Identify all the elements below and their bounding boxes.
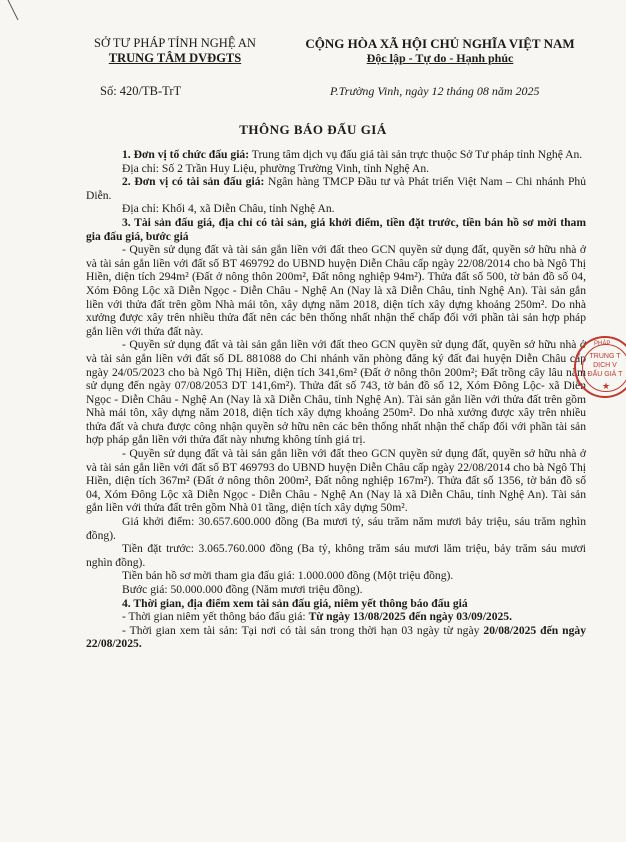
agency-header	[60, 36, 290, 66]
asset-2: - Quyền sử dụng đất và tài sản gắn liền với đất theo GCN quyền sử dụng đất, quyền sở hữu nhà ở và tài sản gắn liền với đất số DL 881088 do Chi nhánh văn phòng đăng ký đất đai huyện Diễn Châu cấp ngày 24/05/2023 cho bà Ngô Thị Hiền, diện tích 341,6m² (Đất ở nông thôn 200m²; Đất trồng cây lâu năm sử dụng đến ngày 07/08/2053 DT 141,6m²). Thửa đất số 743, tờ bản đồ số 12, Xóm Đông Lộc- xã Diễn Ngọc - Diễn Châu - Nghệ An (Nay là xã Diễn Châu, tỉnh Nghệ An). Tài sản gắn liền với thửa đất trên gồm Nhà mái tôn, xây dựng năm 2018, diện tích xây dựng khoảng 250m². Do nhà xưởng được xây trên nhiều thửa đất và chưa được công nhận quyền sở hữu nên các bên thống nhất nhận thế chấp đối với phần tài sản hợp pháp gắn liền với thửa đất này nhưng không tính giá trị.	[86, 338, 586, 447]
posting-time-label: - Thời gian niêm yết thông báo đấu giá:	[122, 610, 309, 624]
section-4-heading: 4. Thời gian, địa điểm xem tài sản đấu giá, niêm yết thông báo đấu giá	[122, 596, 468, 610]
section-2-text: Ngân hàng TMCP Đầu tư và Phát triển Việt Nam – Chi nhánh Phủ Diễn.	[86, 175, 586, 202]
place-date: P.Trường Vinh, ngày 12 tháng 08 năm 2025	[330, 84, 540, 98]
agency-parent: SỞ TƯ PHÁP TỈNH NGHỆ AN	[94, 36, 256, 50]
stamp-text-2: TRUNG T	[589, 353, 621, 360]
section-1	[86, 148, 586, 162]
section-2-address: Địa chỉ: Khối 4, xã Diễn Châu, tỉnh Nghệ An.	[122, 202, 335, 216]
national-header	[290, 36, 590, 66]
deposit: Tiền đặt trước: 3.065.760.000 đồng (Ba tỷ, không trăm sáu mươi lăm triệu, bảy trăm sáu mươi nghìn đồng).	[86, 542, 586, 569]
document-number: Số: 420/TB-TrT	[100, 84, 182, 98]
section-1-text: Trung tâm dịch vụ đấu giá tài sản trực thuộc Sở Tư pháp tỉnh Nghệ An.	[249, 148, 583, 161]
corner-mark	[0, 0, 40, 30]
viewing-time	[86, 624, 586, 651]
viewing-time-value: 20/08/2025 đến ngày 22/08/2025.	[86, 623, 586, 651]
posting-time-value: Từ ngày 13/08/2025 đến ngày 03/09/2025.	[308, 610, 512, 624]
section-2-heading: 2. Đơn vị có tài sản đấu giá:	[122, 175, 265, 189]
asset-3: - Quyền sử dụng đất và tài sản gắn liền với đất theo GCN quyền sử dụng đất, quyền sở hữu nhà ở và tài sản gắn liền với đất số BT 469793 do UBND huyện Diễn Châu cấp ngày 22/08/2014 cho bà Ngô Thị Hiền, diện tích 367m² (Đất ở nông thôn 200m², Đất nông nghiệp 167m²). Thửa đất số 1356, tờ bản đồ số 04, Xóm Đông Lộc xã Diễn Ngọc - Diễn Châu - Nghệ An (Nay là xã Diễn Châu, tỉnh Nghệ An). Tài sản gắn liền với thửa đất trên gồm Nhà 01 tầng, diện tích xây dựng 50m².	[86, 447, 586, 515]
start-price: Giá khởi điểm: 30.657.600.000 đồng (Ba mươi tỷ, sáu trăm năm mươi bảy triệu, sáu trăm nghìn đồng).	[86, 515, 586, 542]
document-body	[86, 148, 586, 651]
national-motto: Độc lập - Tự do - Hạnh phúc	[366, 51, 514, 65]
agency-name: TRUNG TÂM DVĐGTS	[108, 51, 242, 65]
stamp-text-4: ĐẤU GIÁ T	[587, 371, 623, 378]
document-title: THÔNG BÁO ĐẤU GIÁ	[239, 122, 387, 137]
viewing-time-label: - Thời gian xem tài sản: Tại nơi có tài sản trong thời hạn 03 ngày từ ngày	[122, 623, 484, 637]
stamp-text-1: PHÁP	[594, 341, 611, 347]
asset-1: - Quyền sử dụng đất và tài sản gắn liền với đất theo GCN quyền sử dụng đất, quyền sở hữu nhà ở và tài sản gắn liền với đất số BT 469792 do UBND huyện Diễn Châu cấp ngày 22/08/2014 cho bà Ngô Thị Hiền, diện tích 294m² (Đất ở nông thôn 200m², Đất nông nghiệp 94m²). Thửa đất số 500, tờ bản đồ số 04, Xóm Đông Lộc xã Diễn Ngọc - Diễn Châu - Nghệ An (Nay là xã Diễn Châu, tỉnh Nghệ An). Tài sản gắn liền với thửa đất trên gồm Nhà mái tôn, xây dựng năm 2018, diện tích xây dựng khoảng 250m². Do nhà xưởng được xây trên nhiều thửa đất nên các bên thống nhất nhận thế chấp đối với phần tài sản hợp pháp gắn liền với thửa đất này.	[86, 243, 586, 338]
section-1-heading: 1. Đơn vị tổ chức đấu giá:	[122, 148, 250, 161]
section-2	[86, 175, 586, 202]
section-3-heading: 3. Tài sản đấu giá, địa chỉ có tài sản, giá khởi điểm, tiền đặt trước, tiền bán hồ sơ mời tham gia đấu giá, bước giá	[86, 215, 586, 243]
national-title: CỘNG HÒA XÃ HỘI CHỦ NGHĨA VIỆT NAM	[305, 36, 575, 51]
dossier-fee: Tiền bán hồ sơ mời tham gia đấu giá: 1.000.000 đồng (Một triệu đồng).	[122, 569, 454, 583]
stamp-star-icon: ★	[602, 381, 611, 391]
section-1-address: Địa chỉ: Số 2 Trần Huy Liệu, phường Trường Vinh, tỉnh Nghệ An.	[122, 161, 430, 175]
bid-step: Bước giá: 50.000.000 đồng (Năm mươi triệu đồng).	[122, 583, 363, 596]
stamp-text-3: DỊCH V	[593, 362, 617, 369]
posting-time	[86, 610, 586, 624]
